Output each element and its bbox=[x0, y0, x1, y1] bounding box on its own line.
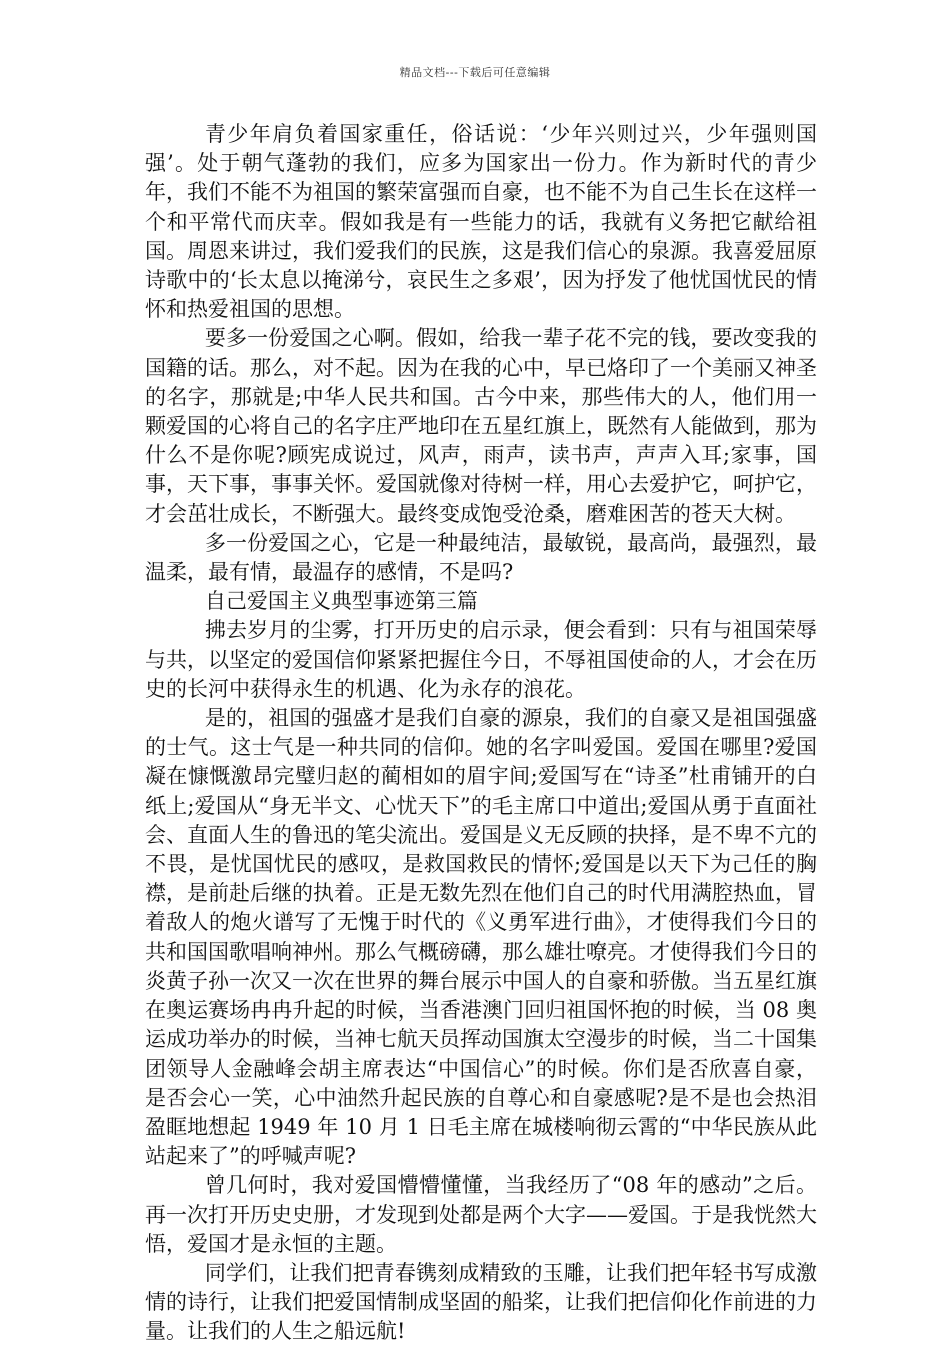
paragraph: 要多一份爱国之心啊。假如，给我一辈子花不完的钱，要改变我的国籍的话。那么，对不起。因为在我的心中，早已烙印了一个美丽又神圣的名字，那就是;中华人民共和国。古今中来，那些伟大的人，他们用一颗爱国的心将自己的名字庄严地印在五星红旗上，既然有人能做到，那为什么不是你呢?顾宪成说过，风声，雨声，读书声，声声入耳;家事，国事，天下事，事事关怀。爱国就像对待树一样，用心去爱护它，呵护它，才会茁壮成长，不断强大。最终变成饱受沧桑，磨难困苦的苍天大树。 bbox=[145, 326, 817, 526]
paragraph: 青少年肩负着国家重任，俗话说：‘少年兴则过兴，少年强则国强’。处于朝气蓬勃的我们，应多为国家出一份力。作为新时代的青少年，我们不能不为祖国的繁荣富强而自豪，也不能不为自己生长在这样一个和平常代而庆幸。假如我是有一些能力的话，我就有义务把它献给祖国。周恩来讲过，我们爱我们的民族，这是我们信心的泉源。我喜爱屈原诗歌中的‘长太息以掩涕兮，哀民生之多艰’，因为抒发了他忧国忧民的情怀和热爱祖国的思想。 bbox=[145, 122, 817, 322]
page-header: 精品文档---下载后可任意编辑 bbox=[399, 66, 551, 79]
paragraph: 是的，祖国的强盛才是我们自豪的源泉，我们的自豪又是祖国强盛的士气。这士气是一种共同的信仰。她的名字叫爱国。爱国在哪里?爱国凝在慷慨激昂完璧归赵的蔺相如的眉宇间;爱国写在“诗圣”杜甫铺开的白纸上;爱国从“身无半文、心忧天下”的毛主席口中道出;爱国从勇于直面社会、直面人生的鲁迅的笔尖流出。爱国是义无反顾的抉择，是不卑不亢的不畏，是忧国忧民的感叹，是救国救民的情怀;爱国是以天下为己任的胸襟，是前赴后继的执着。正是无数先烈在他们自己的时代用满腔热血，冒着敌人的炮火谱写了无愧于时代的《义勇军进行曲》，才使得我们今日的共和国国歌唱响神州。那么气概磅礴，那么雄壮嘹亮。才使得我们今日的炎黄子孙一次又一次在世界的舞台展示中国人的自豪和骄傲。当五星红旗在奥运赛场冉冉升起的时候，当香港澳门回归祖国怀抱的时候，当 08 奥运成功举办的时候，当神七航天员挥动国旗太空漫步的时候，当二十国集团领导人金融峰会胡主席表达“中国信心”的时候。你们是否欣喜自豪，是否会心一笑，心中油然升起民族的自尊心和自豪感呢?是不是也会热泪盈眶地想起 1949 年 10 月 1 日毛主席在城楼响彻云霄的“中华民族从此站起来了”的呼喊声呢? bbox=[145, 706, 817, 1169]
section-heading: 自己爱国主义典型事迹第三篇 bbox=[204, 589, 478, 614]
paragraph: 曾几何时，我对爱国懵懵懂懂，当我经历了“08 年的感动”之后。再一次打开历史史册，才发现到处都是两个大字——爱国。于是我恍然大悟，爱国才是永恒的主题。 bbox=[145, 1173, 817, 1256]
paragraph: 多一份爱国之心，它是一种最纯洁，最敏锐，最高尚，最强烈，最温柔，最有情，最温存的感情，不是吗? bbox=[145, 530, 817, 585]
paragraph: 同学们，让我们把青春镌刻成精致的玉雕，让我们把年轻书写成激情的诗行，让我们把爱国情制成坚固的船桨，让我们把信仰化作前进的力量。让我们的人生之船远航! bbox=[145, 1260, 817, 1344]
paragraph: 拂去岁月的尘雾，打开历史的启示录，便会看到：只有与祖国荣辱与共，以坚定的爱国信仰紧紧把握住今日，不辱祖国使命的人，才会在历史的长河中获得永生的机遇、化为永存的浪花。 bbox=[145, 618, 817, 701]
document-body bbox=[145, 120, 817, 1347]
